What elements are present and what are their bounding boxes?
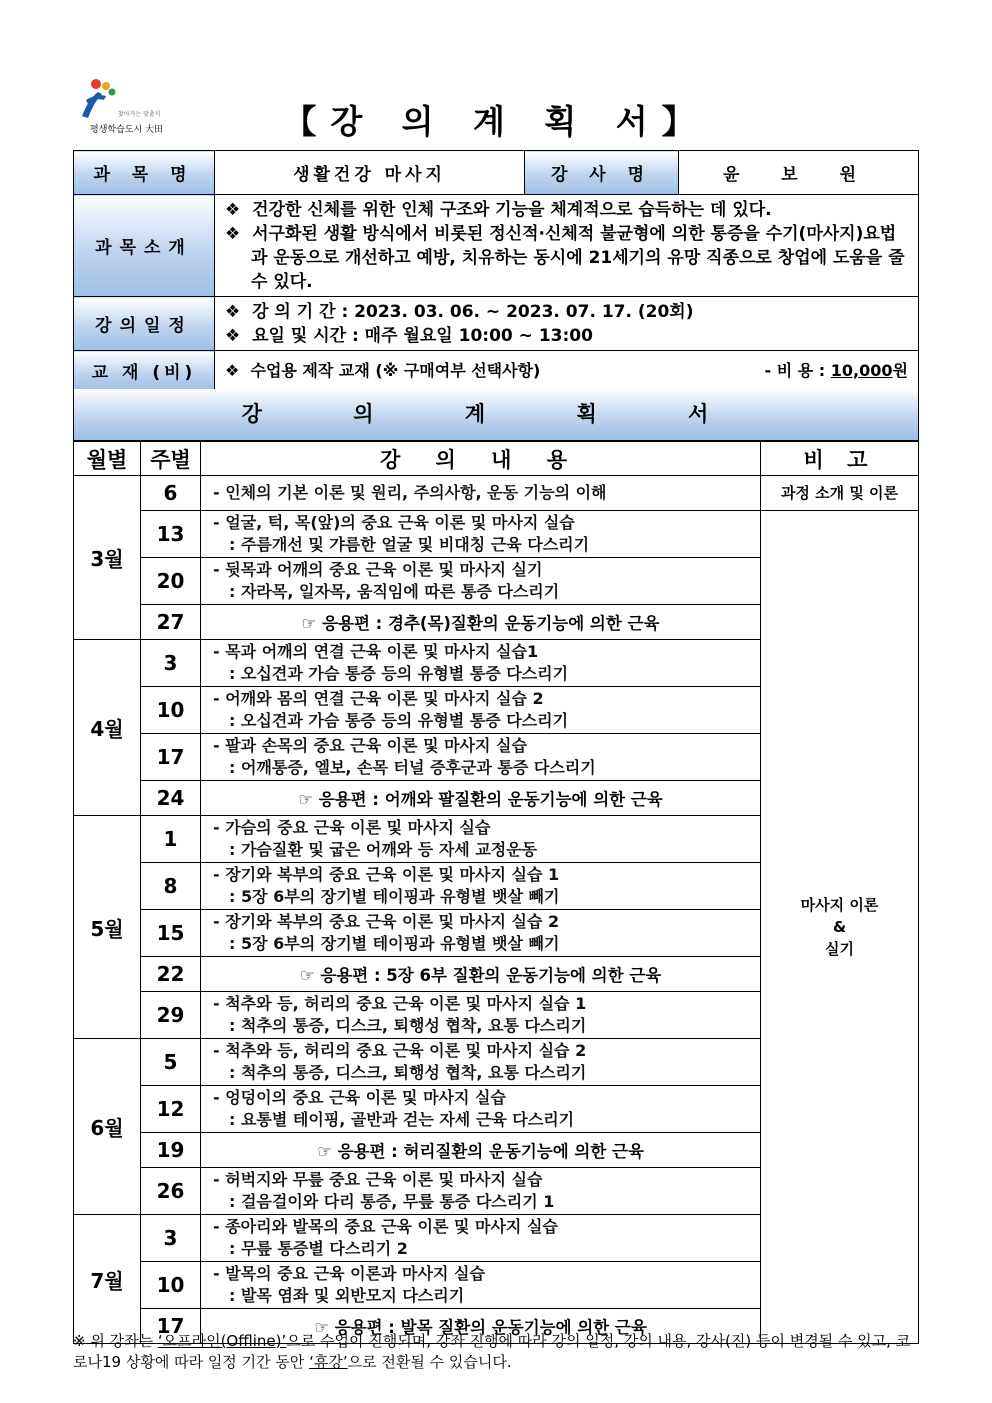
course-info-table <box>73 150 919 391</box>
week-cell: 12 <box>141 1086 201 1133</box>
week-cell: 1 <box>141 816 201 863</box>
header-week: 주별 <box>141 442 201 476</box>
schedule-line: ❖ 요일 및 시간 : 매주 월요일 10:00 ~ 13:00 <box>225 325 593 346</box>
week-cell: 26 <box>141 1168 201 1215</box>
content-cell: - 장기와 복부의 중요 근육 이론 및 마사지 실습 2 : 5장 6부의 장기별 테이핑과 유형별 뱃살 빼기 <box>201 910 761 957</box>
logo-tagline: 찾아가는 맞춤식 <box>118 111 161 118</box>
week-cell: 8 <box>141 863 201 910</box>
week-cell: 19 <box>141 1133 201 1168</box>
header-remark: 비 고 <box>761 442 919 476</box>
fee: - 비 용 : 10,000원 <box>764 360 908 380</box>
week-cell: 22 <box>141 957 201 992</box>
applied-cell: ☞ 응용편 : 허리질환의 운동기능에 의한 근육 <box>201 1133 761 1168</box>
content-cell: - 팔과 손목의 중요 근육 이론 및 마사지 실습 : 어깨통증, 엘보, 손목 터널 증후군과 통증 다스리기 <box>201 734 761 781</box>
content-cell: - 얼굴, 턱, 목(앞)의 중요 근육 이론 및 마사지 실습 : 주름개선 및 갸름한 얼굴 및 비대칭 근육 다스리기 <box>201 511 761 558</box>
week-cell: 3 <box>141 640 201 687</box>
content-cell: - 허벅지와 무릎 중요 근육 이론 및 마사지 실습 : 걸음걸이와 다리 통증, 무릎 통증 다스리기 1 <box>201 1168 761 1215</box>
remark-intro: 과정 소개 및 이론 <box>761 476 919 511</box>
content-cell: - 가슴의 중요 근육 이론 및 마사지 실습 : 가슴질환 및 굽은 어깨와 등 자세 교정운동 <box>201 816 761 863</box>
content-cell: - 종아리와 발목의 중요 근육 이론 및 마사지 실습 : 무릎 통증별 다스리기 2 <box>201 1215 761 1262</box>
subject-label: 과 목 명 <box>74 151 215 195</box>
week-cell: 29 <box>141 992 201 1039</box>
logo-name: 평생학습도시 大田 <box>90 125 164 135</box>
schedule-value <box>215 297 919 351</box>
content-cell: - 뒷목과 어깨의 중요 근육 이론 및 마사지 실기 : 자라목, 일자목, 움직임에 따른 통증 다스리기 <box>201 558 761 605</box>
applied-cell: ☞ 응용편 : 어깨와 팔질환의 운동기능에 의한 근육 <box>201 781 761 816</box>
plan-banner: 강 의 계 획 서 <box>73 389 919 441</box>
footer-note: ※ 위 강좌는 ‘오프라인(Offline)’으로 수업이 진행되며, 강좌 진행에 따라 강의 일정, 강의 내용, 강사(진) 등이 변경될 수 있고, 코로나19 상황에 따라 일정 기간 동안 ‘휴강’으로 전환될 수 있습니다. <box>73 1332 911 1371</box>
week-cell: 20 <box>141 558 201 605</box>
instructor-label: 강 사 명 <box>525 151 679 195</box>
applied-cell: ☞ 응용편 : 5장 6부 질환의 운동기능에 의한 근육 <box>201 957 761 992</box>
lecture-plan-table <box>73 441 919 1344</box>
book-label: 교 재 (비) <box>74 351 215 391</box>
content-cell: - 어깨와 몸의 연결 근육 이론 및 마사지 실습 2 : 오십견과 가슴 통증 등의 유형별 통증 다스리기 <box>201 687 761 734</box>
month-cell: 4월 <box>74 640 141 816</box>
week-cell: 10 <box>141 687 201 734</box>
week-cell: 10 <box>141 1262 201 1309</box>
content-cell: - 인체의 기본 이론 및 원리, 주의사항, 운동 기능의 이해 <box>201 476 761 511</box>
book-value: ❖ 수업용 제작 교재 (※ 구매여부 선택사항) - 비 용 : 10,000원 <box>215 351 919 391</box>
month-cell: 7월 <box>74 1215 141 1344</box>
week-cell: 24 <box>141 781 201 816</box>
content-cell: - 발목의 중요 근육 이론과 마사지 실습 : 발목 염좌 및 외반모지 다스리기 <box>201 1262 761 1309</box>
intro-value <box>215 195 919 297</box>
instructor-value: 윤 보 원 <box>679 151 919 195</box>
month-cell: 5월 <box>74 816 141 1039</box>
month-cell: 6월 <box>74 1039 141 1215</box>
week-cell: 3 <box>141 1215 201 1262</box>
week-cell: 13 <box>141 511 201 558</box>
applied-cell: ☞ 응용편 : 발목 질환의 운동기능에 의한 근육 <box>201 1309 761 1344</box>
intro-line: ❖ 건강한 신체를 위한 인체 구조와 기능을 체계적으로 습득하는 데 있다. <box>225 199 772 220</box>
page-title: 【강 의 계 획 서】 <box>283 102 709 141</box>
week-cell: 17 <box>141 1309 201 1344</box>
week-cell: 15 <box>141 910 201 957</box>
header-month: 월별 <box>74 442 141 476</box>
week-cell: 27 <box>141 605 201 640</box>
applied-cell: ☞ 응용편 : 경추(목)질환의 운동기능에 의한 근육 <box>201 605 761 640</box>
content-cell: - 엉덩이의 중요 근육 이론 및 마사지 실습 : 요통별 테이핑, 골반과 걷는 자세 근육 다스리기 <box>201 1086 761 1133</box>
subject-value: 생활건강 마사지 <box>215 151 525 195</box>
intro-label: 과목소개 <box>74 195 215 297</box>
week-cell: 17 <box>141 734 201 781</box>
week-cell: 5 <box>141 1039 201 1086</box>
schedule-line: ❖ 강 의 기 간 : 2023. 03. 06. ~ 2023. 07. 17. (20회) <box>225 301 694 322</box>
content-cell: - 척추와 등, 허리의 중요 근육 이론 및 마사지 실습 2 : 척추의 통증, 디스크, 퇴행성 협착, 요통 다스리기 <box>201 1039 761 1086</box>
content-cell: - 목과 어깨의 연결 근육 이론 및 마사지 실습1 : 오십견과 가슴 통증 등의 유형별 통증 다스리기 <box>201 640 761 687</box>
week-cell: 6 <box>141 476 201 511</box>
header-content: 강 의 내 용 <box>201 442 761 476</box>
content-cell: - 장기와 복부의 중요 근육 이론 및 마사지 실습 1 : 5장 6부의 장기별 테이핑과 유형별 뱃살 빼기 <box>201 863 761 910</box>
content-cell: - 척추와 등, 허리의 중요 근육 이론 및 마사지 실습 1 : 척추의 통증, 디스크, 퇴행성 협착, 요통 다스리기 <box>201 992 761 1039</box>
schedule-label: 강의일정 <box>74 297 215 351</box>
remark-practice: 마사지 이론 & 실기 <box>761 511 919 1344</box>
intro-line: ❖ 서구화된 생활 방식에서 비롯된 정신적·신체적 불균형에 의한 통증을 수기(마사지)요법과 운동으로 개선하고 예방, 치유하는 동시에 21세기의 유망 직종으로 창업에 도움을 줄 수 있다. <box>225 223 905 292</box>
month-cell: 3월 <box>74 476 141 640</box>
